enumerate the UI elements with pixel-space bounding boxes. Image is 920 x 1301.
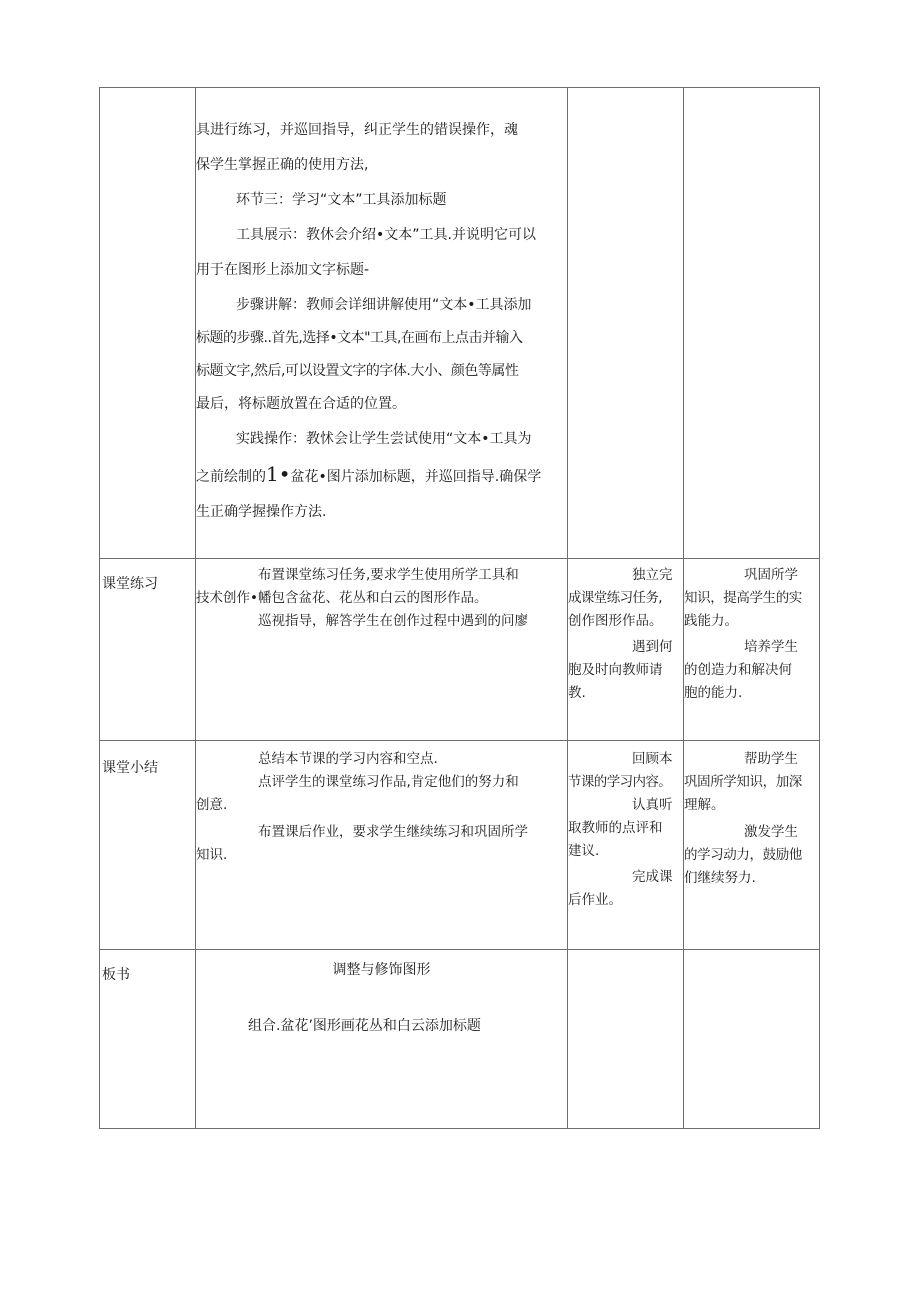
content-line: 布置课后作业，要求学生继续练习和巩固所学 [258,824,528,840]
content-line: 总结本节课的学习内容和空点. [258,751,438,767]
content-line: 具进行练习，并巡回指导，纠正学生的错误操作，魂 [196,122,518,138]
content-line: 培养学生 [744,639,798,655]
content-line: 完成课 [632,869,673,885]
content-line: 取教师的点评和 [568,820,663,836]
lesson-plan-table [99,87,820,1129]
practice-purpose [684,564,820,705]
content-line: 实践操作：教怵会让学生尝试使用“文本•工具为 [236,431,532,447]
content-line: 用于在图形上添加文字标题- [196,262,370,278]
content-line: 激发学生 [744,824,798,840]
board-content [196,960,567,1036]
content-line: 帮助学生 [744,751,798,767]
section-heading: 环节三：学习“文本”工具添加标题 [236,192,447,208]
board-title: 调整与修饰图形 [332,962,431,978]
content-line: 标题的步骤..首先,选择•文本"工具,在画布上点击并输入 [196,330,523,346]
content-line: 创意. [196,797,228,813]
content-line: 知识，提高学生的实 [684,590,802,606]
content-line: 巡视指导，解答学生在创作过程中遇到的问廖 [258,613,528,629]
content-line: 巩固所学知识，加深 [684,774,802,790]
content-line: 后作业。 [568,892,622,908]
practice-content [196,564,567,633]
summary-content [196,748,567,867]
content-line: 胞及时向教师请 [568,662,663,678]
row-label-summary: 课堂小结 [102,760,158,776]
row-label-board: 板书 [102,967,130,983]
content-line: 践能力。 [684,613,738,629]
content-line: 最后，将标题放置在合适的位置。 [196,396,406,412]
row-divider [100,558,819,559]
content-line: 知识. [196,847,228,863]
content-line: 步骤讲解：教师会详细讲解使用“文本•工具添加 [236,297,532,313]
content-line: 巩固所学 [744,567,798,583]
board-line: 组合.盆花’图形画花丛和白云添加标题 [248,1018,481,1034]
content-line: 生正确学握操作方法. [196,504,327,520]
content-line: 建议. [568,843,600,859]
number-glyph: 1• [266,462,291,486]
content-line: 认真听 [632,797,673,813]
content-line: 回顾本 [632,751,673,767]
content-line: 点评学生的课堂练习作品,肯定他们的努力和 [258,774,519,790]
content-line: 胞的能力. [684,685,743,701]
content-line: 技术创作•幡包含盆花、花丛和白云的图形作品。 [196,590,488,606]
summary-student-activity [568,748,683,912]
content-line: 保学生掌握正确的使用方法, [196,157,369,173]
content-line: 成课堂练习任务, [568,590,662,606]
row-label-practice: 课堂练习 [102,576,158,592]
practice-student-activity [568,564,683,705]
row-divider [100,949,819,950]
content-line: 节课的学习内容。 [568,774,672,790]
content-line: 的学习动力，鼓励他 [684,847,802,863]
content-line: 标题文字,然后,可以设置文字的字体.大小、颜色等属性 [196,363,519,379]
summary-purpose [684,748,820,890]
content-line: 创作图形作品。 [568,613,663,629]
content-line: 工具展示：教休会介绍•文本”工具.并说明它可以 [236,227,536,243]
teaching-content-continued [196,112,567,531]
content-line: 的创造力和解决何 [684,662,792,678]
content-line: 理解。 [684,797,725,813]
content-line: 独立完 [632,567,673,583]
content-line: 之前绘制的1•盆花•图片添加标题，并巡回指导.确保学 [196,462,542,486]
content-line: 教. [568,685,586,701]
row-divider [100,740,819,741]
content-line: 遇到何 [632,639,673,655]
content-line: 们继续努力. [684,870,756,886]
content-line: 布置课堂练习任务,要求学生使用所学工具和 [258,567,519,583]
